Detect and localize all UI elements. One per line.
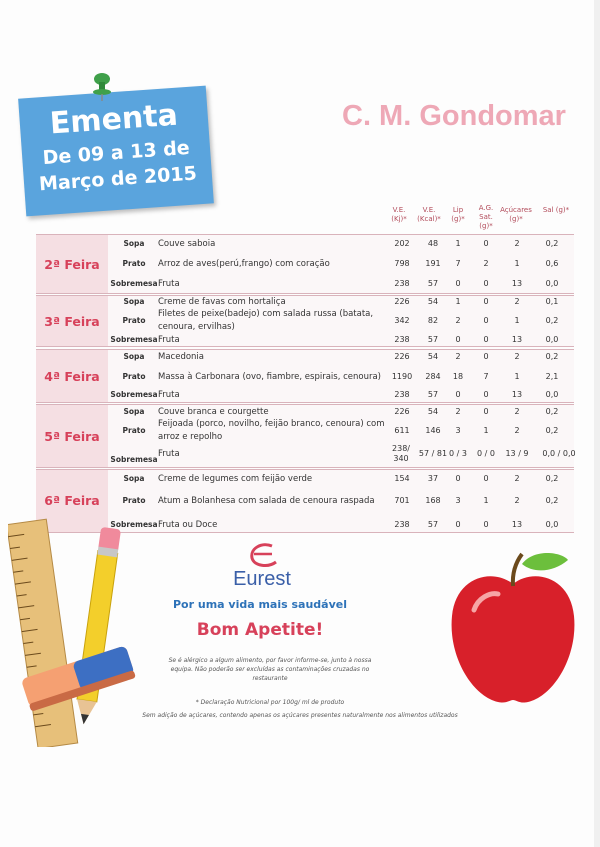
menu-row — [36, 418, 574, 442]
value-kj: 798 — [394, 259, 410, 268]
value-acucares: 13 — [511, 390, 523, 399]
value-acucares: 2 — [514, 426, 520, 435]
meal-type: Sobremesa — [110, 390, 158, 399]
page-edge — [594, 0, 600, 847]
nutrition-declaration: * Declaração Nutricional por 100g/ ml de produto — [195, 699, 345, 706]
value-ags: 0 — [483, 279, 489, 288]
value-kj: 238 — [394, 520, 410, 529]
value-ags: 0 — [483, 474, 489, 483]
value-lip: 0 / 3 — [449, 449, 467, 458]
value-acucares: 13 / 9 — [505, 449, 529, 458]
col-header-text: V.E. — [392, 206, 406, 214]
menu-row — [36, 308, 574, 332]
value-kj: 238 — [394, 335, 410, 344]
value-sal: 0,2 — [545, 474, 559, 483]
value-lip: 1 — [455, 297, 461, 306]
col-header-lip — [444, 206, 472, 224]
value-acucares: 2 — [514, 239, 520, 248]
value-ags: 0 / 0 — [477, 449, 495, 458]
col-header-text: Açúcares — [500, 206, 532, 214]
value-kcal: 191 — [425, 259, 441, 268]
value-sal: 0,2 — [545, 496, 559, 505]
value-ags: 0 — [483, 390, 489, 399]
value-acucares: 13 — [511, 279, 523, 288]
dish-name: Fruta — [158, 279, 180, 289]
value-kj: 226 — [394, 407, 410, 416]
brand-tagline: Por uma vida mais saudável — [172, 598, 348, 611]
dish-name-line2: cenoura, ervilhas) — [158, 322, 235, 332]
value-kcal: 54 — [427, 297, 439, 306]
value-kj: 342 — [394, 316, 410, 325]
value-kj: 238/ 340 — [392, 444, 410, 463]
value-kj: 701 — [394, 496, 410, 505]
allergy-line: restaurante — [252, 675, 288, 682]
dish-name: Fruta — [158, 390, 180, 400]
value-kcal: 168 — [425, 496, 441, 505]
value-sal: 0,0 — [545, 335, 559, 344]
day-label: 6ª Feira — [44, 493, 100, 508]
dish-name: Creme de legumes com feijão verde — [158, 474, 313, 484]
value-kj: 1190 — [391, 372, 413, 381]
value-kcal: 54 — [427, 407, 439, 416]
greeting: Bom Apetite! — [196, 620, 324, 640]
value-lip: 7 — [455, 259, 461, 268]
value-acucares: 2 — [514, 352, 520, 361]
dish-name: Couve saboia — [158, 239, 216, 249]
value-ags: 0 — [483, 335, 489, 344]
value-kcal: 57 / 81 — [418, 449, 448, 458]
value-ags: 0 — [483, 297, 489, 306]
value-sal: 0,2 — [545, 352, 559, 361]
dish-name: Fruta — [158, 449, 180, 459]
menu-row — [36, 236, 574, 256]
value-sal: 0,6 — [545, 259, 559, 268]
value-lip: 3 — [455, 426, 461, 435]
value-kj: 238 — [394, 279, 410, 288]
value-kcal: 57 — [427, 390, 439, 399]
value-kj: 226 — [394, 352, 410, 361]
meal-type: Sopa — [123, 352, 145, 361]
allergy-notice — [150, 656, 390, 683]
value-sal: 0,0 / 0,0 — [542, 449, 576, 458]
value-lip: 0 — [455, 520, 461, 529]
meal-type: Sopa — [123, 239, 145, 248]
value-acucares: 2 — [514, 297, 520, 306]
value-sal: 0,0 — [545, 520, 559, 529]
value-kcal: 82 — [427, 316, 439, 325]
value-ags: 7 — [483, 372, 489, 381]
value-sal: 0,2 — [545, 426, 559, 435]
day-label: 2ª Feira — [44, 257, 100, 272]
value-kcal: 146 — [425, 426, 441, 435]
col-header-acucares — [496, 206, 536, 224]
dish-name: Macedonia — [158, 352, 204, 362]
col-header-text: V.E. — [422, 206, 436, 214]
day-label: 4ª Feira — [44, 369, 100, 384]
value-ags: 0 — [483, 352, 489, 361]
title-note — [18, 86, 214, 217]
meal-type: Sopa — [123, 407, 145, 416]
col-header-text: (g)* — [479, 222, 493, 230]
dish-name: Massa à Carbonara (ovo, fiambre, espirais, cenoura) — [158, 372, 381, 382]
value-kcal: 48 — [427, 239, 439, 248]
col-header-text: A.G. — [478, 204, 494, 212]
meal-type: Sobremesa — [110, 335, 158, 344]
value-lip: 2 — [455, 407, 461, 416]
value-kj: 226 — [394, 297, 410, 306]
date-range-line2: Março de 2015 — [38, 162, 198, 196]
value-sal: 0,1 — [545, 297, 559, 306]
value-ags: 1 — [483, 496, 489, 505]
col-header-text: (g)* — [451, 215, 465, 223]
dish-name: Couve branca e courgette — [158, 407, 269, 417]
value-acucares: 2 — [514, 407, 520, 416]
value-kj: 611 — [394, 426, 410, 435]
day-label: 5ª Feira — [44, 429, 100, 444]
value-lip: 18 — [452, 372, 464, 381]
col-header-text: Sat. — [479, 213, 493, 221]
value-lip: 0 — [455, 279, 461, 288]
apple-illustration — [438, 546, 588, 716]
value-ags: 0 — [483, 239, 489, 248]
value-lip: 0 — [455, 390, 461, 399]
dish-name: Arroz de aves(perú,frango) com coração — [158, 259, 330, 269]
value-kcal: 57 — [427, 520, 439, 529]
menu-row — [36, 369, 574, 389]
value-ags: 2 — [483, 259, 489, 268]
meal-type: Prato — [122, 316, 146, 325]
value-ags: 0 — [483, 316, 489, 325]
day-label: 3ª Feira — [44, 314, 100, 329]
meal-type: Prato — [122, 426, 146, 435]
col-header-ve-kcal — [414, 206, 444, 224]
value-acucares: 1 — [514, 316, 520, 325]
meal-type: Prato — [122, 496, 146, 505]
value-sal: 0,2 — [545, 316, 559, 325]
value-lip: 0 — [455, 335, 461, 344]
value-kcal: 57 — [427, 335, 439, 344]
menu-row — [36, 471, 574, 491]
col-header-text: (Kj)* — [391, 215, 407, 223]
value-acucares: 2 — [514, 474, 520, 483]
value-kcal: 54 — [427, 352, 439, 361]
meal-type: Prato — [122, 372, 146, 381]
meal-type: Sopa — [123, 474, 145, 483]
value-acucares: 2 — [514, 496, 520, 505]
meal-type: Prato — [122, 259, 146, 268]
value-lip: 1 — [455, 239, 461, 248]
value-sal: 2,1 — [545, 372, 559, 381]
value-sal: 0,0 — [545, 279, 559, 288]
dish-name-line1: Feijoada (porco, novilho, feijão branco, cenoura) com — [158, 419, 385, 429]
value-kj: 154 — [394, 474, 410, 483]
value-acucares: 1 — [514, 259, 520, 268]
value-acucares: 13 — [511, 335, 523, 344]
value-ags: 1 — [483, 426, 489, 435]
dish-name: Creme de favas com hortaliça — [158, 297, 286, 307]
allergy-line: Se é alérgico a algum alimento, por favor informe-se, junto à nossa — [168, 657, 372, 664]
brand-name: Eurest — [233, 568, 291, 590]
meal-type: Sopa — [123, 297, 145, 306]
menu-row — [36, 493, 574, 513]
menu-row — [36, 443, 574, 465]
value-sal: 0,2 — [545, 407, 559, 416]
col-header-text: (Kcal)* — [417, 215, 441, 223]
menu-row — [36, 256, 574, 276]
value-acucares: 1 — [514, 372, 520, 381]
value-lip: 2 — [455, 316, 461, 325]
value-lip: 0 — [455, 474, 461, 483]
col-header-text: (g)* — [509, 215, 523, 223]
value-acucares: 13 — [511, 520, 523, 529]
meal-type: Sobremesa — [110, 520, 158, 529]
value-ags: 0 — [483, 520, 489, 529]
col-header-sal — [534, 206, 578, 215]
col-header-ve-kj — [384, 206, 414, 224]
meal-type: Sobremesa — [110, 279, 158, 288]
value-kcal: 37 — [427, 474, 439, 483]
dish-name: Fruta ou Doce — [158, 520, 218, 530]
value-lip: 2 — [455, 352, 461, 361]
meal-type: Sobremesa — [110, 455, 158, 464]
dish-name-line2: arroz e repolho — [158, 432, 223, 442]
col-header-text: Sal (g)* — [542, 206, 570, 214]
menu-row — [36, 276, 574, 296]
value-lip: 3 — [455, 496, 461, 505]
value-ags: 0 — [483, 407, 489, 416]
menu-row — [36, 349, 574, 369]
dish-name: Fruta — [158, 335, 180, 345]
menu-title: Ementa — [48, 97, 179, 142]
date-range-line1: De 09 a 13 de — [41, 136, 191, 170]
dish-name-line1: Filetes de peixe(badejo) com salada russa (batata, — [158, 309, 374, 319]
value-kj: 238 — [394, 390, 410, 399]
sugar-note: Sem adição de açúcares, contendo apenas os açúcares presentes naturalmente nos alimentos utilizados — [142, 712, 458, 719]
value-sal: 0,0 — [545, 390, 559, 399]
push-pin-icon — [90, 72, 114, 102]
dish-name: Atum a Bolanhesa com salada de cenoura raspada — [158, 496, 375, 506]
allergy-line: equipa. Não poderão ser excluídas as contaminações cruzadas no — [170, 666, 370, 673]
school-name: C. M. Gondomar — [342, 100, 566, 132]
value-kcal: 284 — [425, 372, 441, 381]
col-header-text: Lip — [452, 206, 464, 214]
value-kj: 202 — [394, 239, 410, 248]
value-sal: 0,2 — [545, 239, 559, 248]
value-kcal: 57 — [427, 279, 439, 288]
